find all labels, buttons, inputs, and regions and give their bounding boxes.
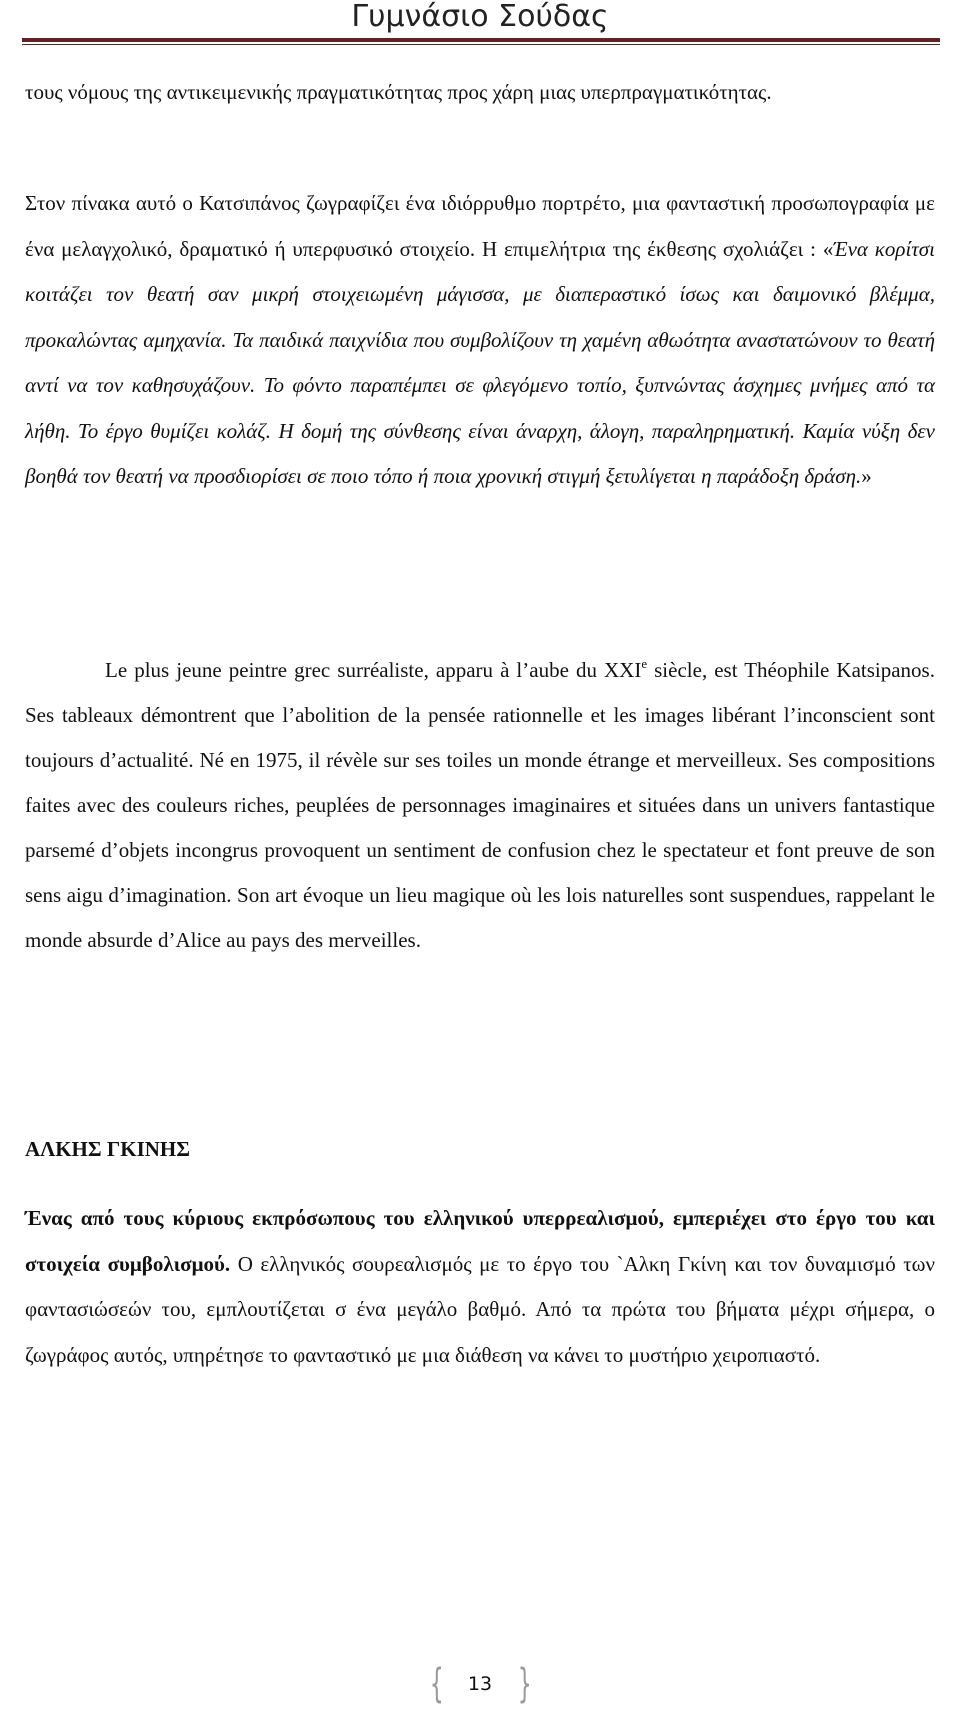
footer-right-brace: } <box>517 1661 532 1707</box>
greek-paragraph-2-text: Στον πίνακα αυτό ο Κατσιπάνος ζωγραφίζει ένα ιδιόρρυθμο πορτρέτο, μια φανταστική προσωπογραφία με ένα μελαγχολικό, δραματικό ή υπερφυσικό στοιχείο. Η επιμελήτρια της έκθεσης σχολιάζει : « <box>25 191 935 261</box>
section-heading-alkis-ginis: ΑΛΚΗΣ ΓΚΙΝΗΣ <box>25 1137 190 1161</box>
alkis-ginis-text: Ο ελληνικός σουρεαλισμός με το έργο του `Αλκη Γκίνη και τον δυναμισμό των φαντασιώσεών του, εμπλουτίζεται σ ένα μεγάλο βαθμό. Από τα πρώτα του βήματα μέχρι σήμερα, ο ζωγράφος αυτός, υπηρέτησε το φανταστικό με μια διάθεση να κάνει το μυστήριο χειροπιαστό. <box>25 1251 936 1367</box>
curator-quote: Ένα κορίτσι κοιτάζει τον θεατή σαν μικρή στοιχειωμένη μάγισσα, με διαπεραστικό ίσως και δαιμονικό βλέμμα, προκαλώντας αμηχανία. Τα παιδικά παιχνίδια που συμβολίζουν τη χαμένη αθωότητα αναστατώνουν το θεατή αντί να τον καθησυχάζουν. Το φόντο παραπέμπει σε φλεγόμενο τοπίο, ξυπνώντας άσχημες μνήμες από τα λήθη. Το έργο θυμίζει κολάζ. Η δομή της σύνθεσης είναι άναρχη, άλογη, παραληρηματική. Καμία νύξη δεν βοηθά τον θεατή να προσδιορίσει σε ποιο τόπο ή ποια χρονική στιγμή ξετυλίγεται η παράδοξη δράση. <box>25 236 935 488</box>
footer-left-brace: { <box>429 1661 444 1707</box>
header-rule-thin <box>22 44 940 45</box>
french-paragraph <box>25 648 935 963</box>
french-paragraph-part-2: siècle, est Théophile Katsipanos. Ses tableaux démontrent que l’abolition de la pensée rationnelle et les images libérant l’inconscient sont toujours d’actualité. Né en 1975, il révèle sur ses toiles un monde étrange et merveilleux. Ses compositions faites avec des couleurs riches, peuplées de personnages imaginaires et situées dans un univers fantastique parsemé d’objets incongrus provoquent un sentiment de confusion chez le spectateur et font preuve de son sens aigu d’imagination. Son art évoque un lieu magique où les lois naturelles sont suspendues, rappelant le monde absurde d’Alice au pays des merveilles. <box>25 658 935 952</box>
greek-paragraph-1: τους νόμους της αντικειμενικής πραγματικότητας προς χάρη μιας υπερπραγματικότητας. <box>25 80 772 104</box>
greek-paragraph-2 <box>25 181 935 500</box>
quote-close: » <box>861 464 872 488</box>
header-rule-thick <box>22 38 940 42</box>
page-number: 13 <box>467 1673 493 1695</box>
alkis-ginis-paragraph <box>25 1196 935 1378</box>
alkis-ginis-bold-intro: Ένας από τους κύριους εκπρόσωπους του ελληνικού υπερρεαλισμού, εμπεριέχει στο έργο του και στοιχεία συμβολισμού. <box>25 1206 935 1276</box>
century-superscript: e <box>641 656 648 671</box>
page-header-title: Γυμνάσιο Σούδας <box>351 0 609 34</box>
french-paragraph-part-1: Le plus jeune peintre grec surréaliste, apparu à l’aube du XXI <box>105 658 642 682</box>
page-footer <box>0 1662 960 1708</box>
